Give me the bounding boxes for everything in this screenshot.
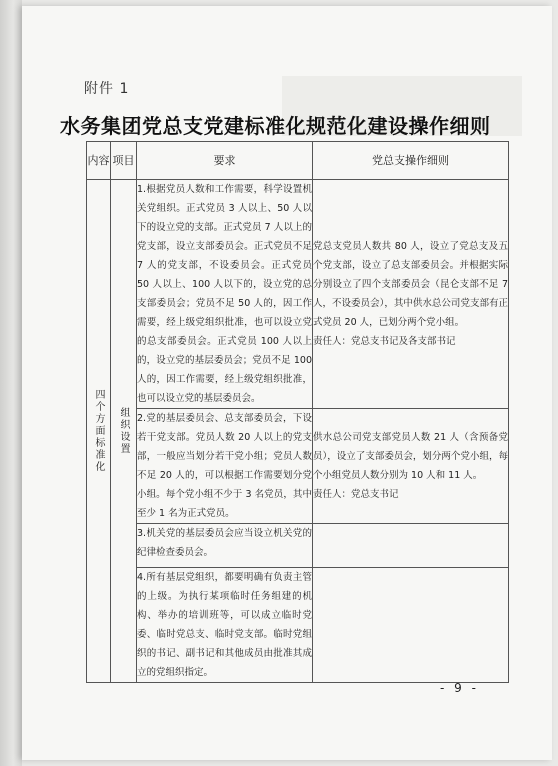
requirement-cell: 1.根据党员人数和工作需要，科学设置机关党组织。正式党员 3 人以上、50 人以下的设立党的支部。正式党员 7 人以上的党支部，设立支部委员会。正式党员不足 7 人的党支部，不设委员会。正式党员 50 人以上、100 人以下的，设立党的总支部委员会；党员不足 50 人的，因工作需要，经上级党组织批准，也可以设立党的总支部委员会。正式党员 100 人以上的，设立党的基层委员会；党员不足 100 人的，因工作需要，经上级党组织批准，也可以设立党的基层委员会。 xyxy=(137,180,313,409)
document-title: 水务集团党总支党建标准化规范化建设操作细则 xyxy=(60,114,491,138)
requirement-cell: 4.所有基层党组织，都要明确有负责主管的上级。为执行某项临时任务组建的机构、举办的培训班等，可以成立临时党委、临时党总支、临时党支部。临时党组织的书记、副书记和其他成员由批准其成立的党组织指定。 xyxy=(137,568,313,683)
page-number: - 9 - xyxy=(440,681,479,695)
responsible-text: 责任人：党总支书记及各支部书记 xyxy=(313,336,456,347)
requirement-cell: 2.党的基层委员会、总支部委员会，下设若干党支部。党员人数 20 人以上的党支部，一般应当划分若干党小组；党员人数不足 20 人的，可以根据工作需要划分党小组。每个党小组不少于 3 名党员，其中至少 1 名为正式党员。 xyxy=(137,409,313,524)
header-content: 内容 xyxy=(87,142,111,180)
table-row xyxy=(87,568,509,683)
detail-cell xyxy=(313,180,509,409)
header-requirement: 要求 xyxy=(137,142,313,180)
detail-text: 党总支党员人数共 80 人，设立了党总支及五个党支部，设立了总支部委员会。并根据实际分别设立了四个支部委员会（昆仑支部不足 7 人，不设委员会），其中供水总公司党支部有正式党员 20 人，已划分两个党小组。 xyxy=(313,241,508,328)
detail-text: 供水总公司党支部党员人数 21 人（含预备党员），设立了支部委员会，划分两个党小组，每个小组党员人数分别为 10 人和 11 人。 xyxy=(313,432,508,481)
requirement-cell: 3.机关党的基层委员会应当设立机关党的纪律检查委员会。 xyxy=(137,524,313,568)
operation-rules-table xyxy=(86,141,509,683)
detail-cell xyxy=(313,409,509,524)
table-row xyxy=(87,409,509,524)
header-item: 项目 xyxy=(111,142,137,180)
detail-cell xyxy=(313,568,509,683)
header-detail: 党总支操作细则 xyxy=(313,142,509,180)
binding-edge xyxy=(0,0,22,766)
table-row xyxy=(87,180,509,409)
item-label-cell: 组织设置 xyxy=(111,180,137,683)
responsible-text: 责任人：党总支书记 xyxy=(313,489,399,500)
attachment-label: 附件 1 xyxy=(84,81,130,97)
table-row xyxy=(87,524,509,568)
detail-cell xyxy=(313,524,509,568)
content-label-cell: 四个方面标准化 xyxy=(87,180,111,683)
table-header-row xyxy=(87,142,509,180)
